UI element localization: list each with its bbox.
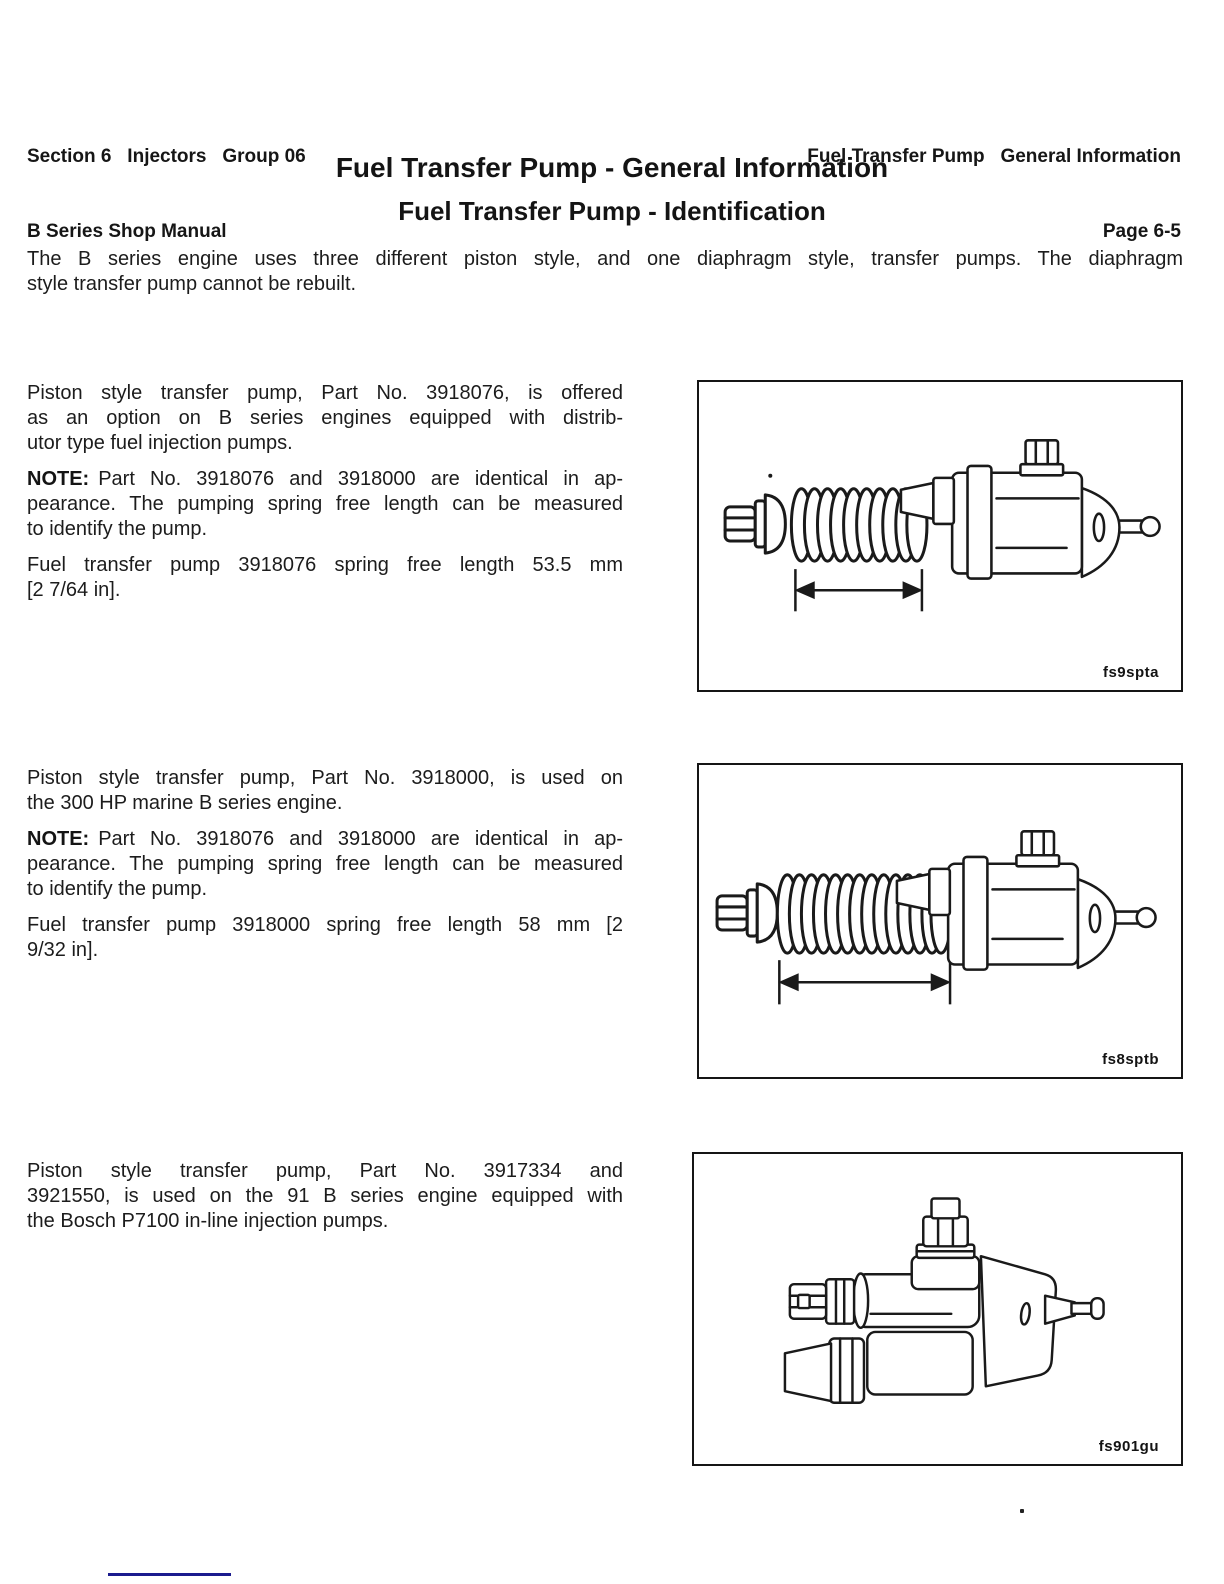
pump-3918076-drawing	[699, 382, 1181, 690]
note-text: Part No. 3918076 and 3918000 are identical in ap-	[98, 468, 623, 490]
header-topic-line: Fuel Transfer Pump General Information	[807, 146, 1181, 167]
text-line: pearance. The pumping spring free length can be measured	[27, 493, 623, 515]
intro-line: The B series engine uses three different piston style, and one diaphragm style, transfer pumps. The diaphragm	[27, 248, 1183, 270]
paragraph	[27, 553, 623, 603]
text-line	[27, 467, 623, 492]
note-label: NOTE:	[27, 468, 90, 490]
spring-length-dimension	[779, 960, 950, 1004]
figure-pump-3918000	[697, 763, 1183, 1079]
page-title: Fuel Transfer Pump - General Information	[335, 152, 889, 183]
section-pump-3917334-text	[27, 1159, 623, 1234]
text-line: the 300 HP marine B series engine.	[27, 792, 343, 814]
text-line: [2 7/64 in].	[27, 579, 121, 601]
text-line: utor type fuel injection pumps.	[27, 432, 293, 454]
footer-rule	[108, 1573, 231, 1576]
note-paragraph	[27, 467, 623, 542]
paragraph	[27, 913, 623, 963]
intro-paragraph	[27, 247, 1183, 297]
text-line: as an option on B series engines equipped with distrib-	[27, 407, 623, 429]
text-line: Fuel transfer pump 3918076 spring free length 53.5 mm	[27, 554, 623, 576]
text-line: Piston style transfer pump, Part No. 3918000, is used on	[27, 767, 623, 789]
intro-line: style transfer pump cannot be rebuilt.	[27, 273, 357, 295]
figure-pump-3918076	[697, 380, 1183, 692]
scan-speck	[768, 474, 772, 478]
spring-length-dimension	[795, 569, 922, 611]
header-page-number: Page 6-5	[1102, 221, 1181, 242]
section-pump-3918076-text	[27, 381, 623, 603]
pump-3917334-drawing	[694, 1154, 1181, 1464]
figure-code-label: fs901gu	[1098, 1438, 1159, 1455]
note-text: Part No. 3918076 and 3918000 are identical in ap-	[98, 828, 623, 850]
paragraph	[27, 1159, 623, 1234]
text-line: to identify the pump.	[27, 518, 208, 540]
text-line: Piston style transfer pump, Part No. 3917334 and	[27, 1160, 623, 1182]
text-line: Fuel transfer pump 3918000 spring free length 58 mm [2	[27, 914, 623, 936]
pump-body	[785, 1199, 1104, 1403]
text-line: 9/32 in].	[27, 939, 99, 961]
page-subtitle: Fuel Transfer Pump - Identification	[398, 196, 826, 226]
text-line: pearance. The pumping spring free length can be measured	[27, 853, 623, 875]
figure-code-label: fs9spta	[1102, 664, 1159, 681]
figure-pump-3917334	[692, 1152, 1183, 1466]
header-section-line: Section 6 Injectors Group 06	[27, 146, 306, 167]
text-line: the Bosch P7100 in-line injection pumps.	[27, 1210, 389, 1232]
text-line: Piston style transfer pump, Part No. 3918076, is offered	[27, 382, 623, 404]
paragraph	[27, 766, 623, 816]
scan-speck	[1020, 1509, 1024, 1513]
text-line: to identify the pump.	[27, 878, 208, 900]
text-line	[27, 827, 623, 852]
text-line: 3921550, is used on the 91 B series engine equipped with	[27, 1185, 623, 1207]
note-label: NOTE:	[27, 828, 90, 850]
section-pump-3918000-text	[27, 766, 623, 963]
paragraph	[27, 381, 623, 456]
pump-3918000-drawing	[699, 765, 1181, 1077]
header-manual-line: B Series Shop Manual	[27, 221, 227, 242]
figure-code-label: fs8sptb	[1102, 1051, 1159, 1068]
note-paragraph	[27, 827, 623, 902]
